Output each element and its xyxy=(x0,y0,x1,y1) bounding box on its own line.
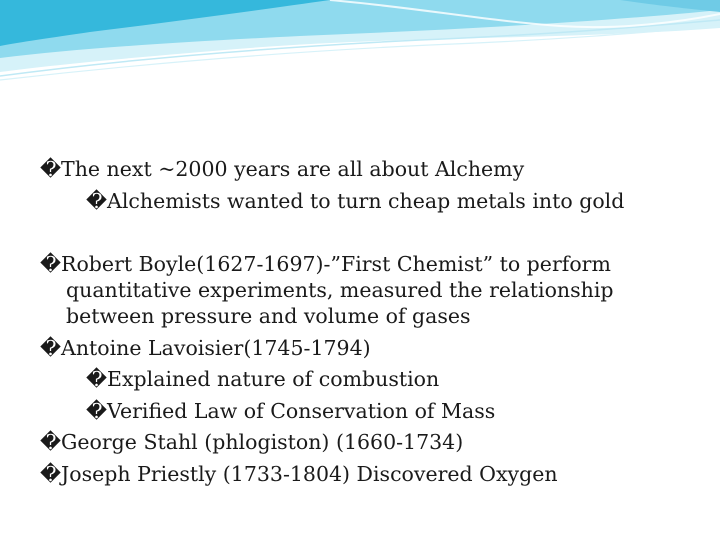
header-wave-decoration xyxy=(0,0,720,95)
bullet-text: Joseph Priestly (1733-1804) Discovered Oxygen xyxy=(61,462,558,486)
bullet-line-2 xyxy=(86,188,624,214)
bullet-text: The next ~2000 years are all about Alchemy xyxy=(61,157,525,181)
bullet-line-6 xyxy=(86,398,495,424)
bullet-glyph: � xyxy=(40,252,62,276)
bullet-glyph: � xyxy=(40,430,62,454)
bullet-glyph: � xyxy=(86,189,108,213)
bullet-glyph: � xyxy=(40,462,62,486)
bullet-text: Verified Law of Conservation of Mass xyxy=(107,399,496,423)
bullet-line-7 xyxy=(40,429,463,455)
bullet-glyph: � xyxy=(86,399,108,423)
bullet-line-8 xyxy=(40,461,558,487)
bullet-glyph: � xyxy=(86,367,108,391)
bullet-line-1 xyxy=(40,156,524,182)
bullet-line-4 xyxy=(40,335,371,361)
bullet-line-5 xyxy=(86,366,439,392)
bullet-text: Explained nature of combustion xyxy=(107,367,440,391)
bullet-glyph: � xyxy=(40,336,62,360)
bullet-text: Antoine Lavoisier(1745-1794) xyxy=(61,336,371,360)
bullet-text: Alchemists wanted to turn cheap metals into gold xyxy=(107,189,625,213)
bullet-line-3 xyxy=(40,251,611,277)
bullet-line-3-continued: between pressure and volume of gases xyxy=(66,304,471,328)
bullet-text: Robert Boyle(1627-1697)-”First Chemist” to perform xyxy=(61,252,611,276)
bullet-line-3-continued: quantitative experiments, measured the relationship xyxy=(66,278,614,302)
bullet-glyph: � xyxy=(40,157,62,181)
bullet-text: George Stahl (phlogiston) (1660-1734) xyxy=(61,430,464,454)
